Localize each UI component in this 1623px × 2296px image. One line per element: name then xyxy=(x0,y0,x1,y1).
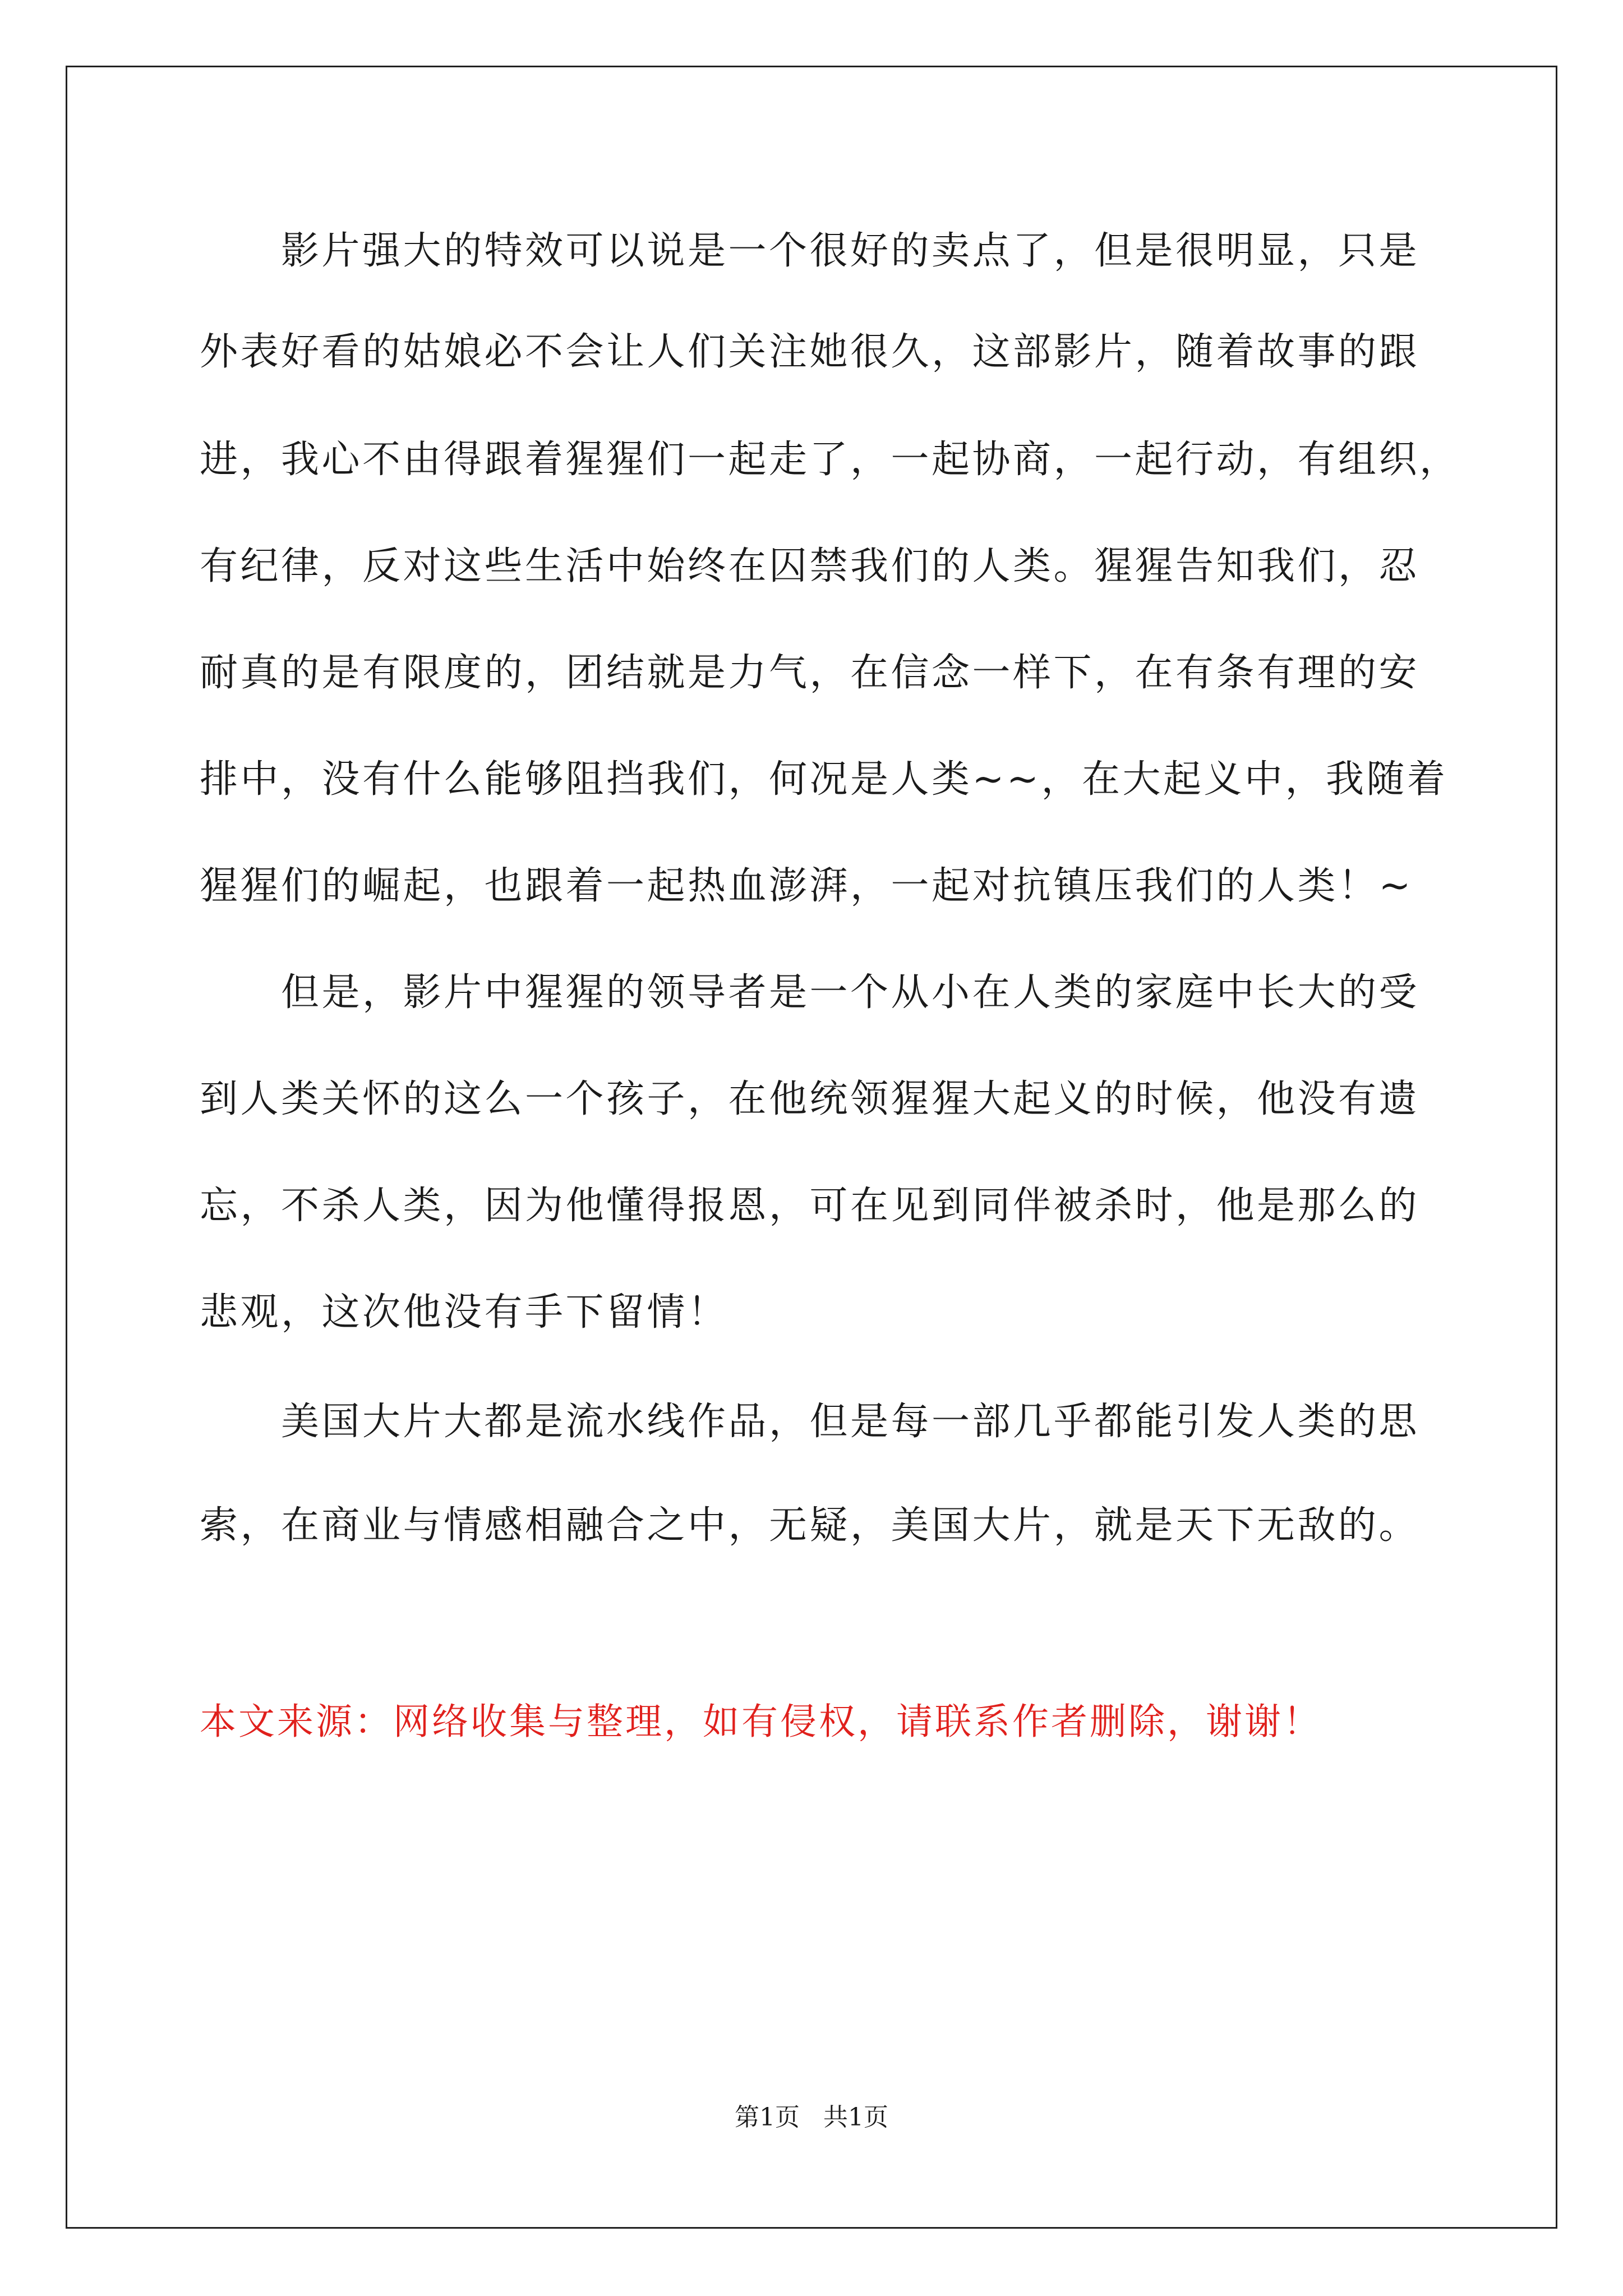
page-footer xyxy=(0,2101,1623,2134)
text-line: 但是，影片中猩猩的领导者是一个从小在人类的家庭中长大的受 xyxy=(281,970,1420,1015)
text-line: 影片强大的特效可以说是一个很好的卖点了，但是很明显，只是 xyxy=(281,229,1420,273)
page-number: 第1页 xyxy=(735,2103,800,2132)
text-line: 排中，没有什么能够阻挡我们，何况是人类~~，在大起义中，我随着 xyxy=(200,757,1448,802)
source-note: 本文来源：网络收集与整理，如有侵权，请联系作者删除，谢谢！ xyxy=(200,1701,1322,1743)
page-total: 共1页 xyxy=(823,2103,888,2132)
text-line: 外表好看的姑娘必不会让人们关注她很久，这部影片，随着故事的跟 xyxy=(200,330,1420,374)
text-line: 有纪律，反对这些生活中始终在囚禁我们的人类。猩猩告知我们，忍 xyxy=(200,544,1420,588)
text-line: 耐真的是有限度的，团结就是力气，在信念一样下，在有条有理的安 xyxy=(200,651,1420,695)
text-line: 悲观，这次他没有手下留情！ xyxy=(200,1290,728,1335)
text-line: 猩猩们的崛起，也跟着一起热血澎湃，一起对抗镇压我们的人类！~ xyxy=(200,864,1413,908)
text-line: 到人类关怀的这么一个孩子，在他统领猩猩大起义的时候，他没有遗 xyxy=(200,1077,1420,1121)
text-line: 进，我心不由得跟着猩猩们一起走了，一起协商，一起行动，有组织， xyxy=(200,438,1460,482)
page-border xyxy=(66,66,1557,2229)
text-line: 忘，不杀人类，因为他懂得报恩，可在见到同伴被杀时，他是那么的 xyxy=(200,1184,1420,1228)
text-line: 美国大片大都是流水线作品，但是每一部几乎都能引发人类的思 xyxy=(281,1400,1420,1444)
text-line: 索，在商业与情感相融合之中，无疑，美国大片，就是天下无敌的。 xyxy=(200,1503,1420,1548)
